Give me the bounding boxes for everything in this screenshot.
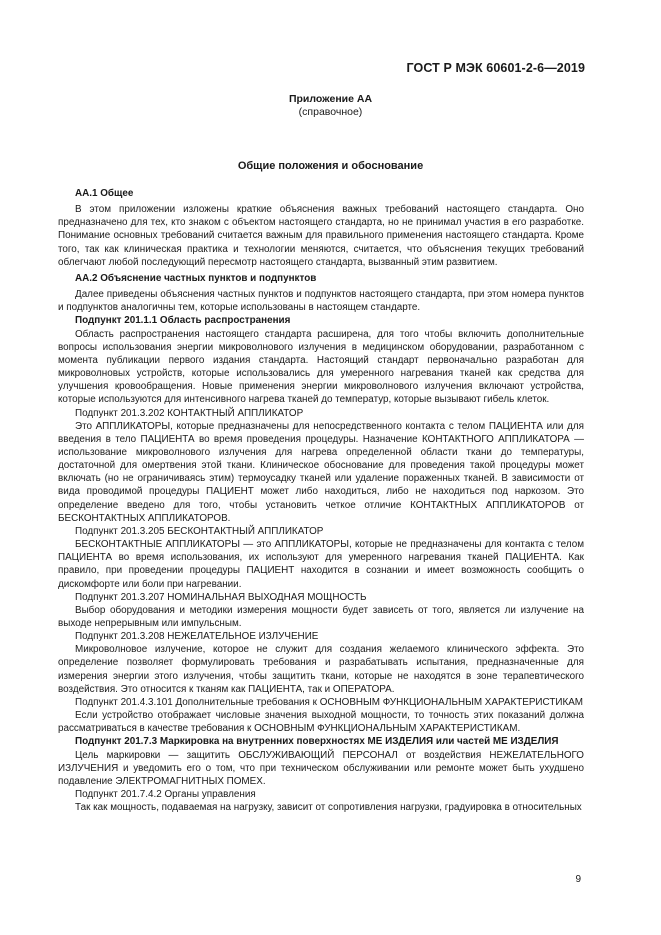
page-number: 9 [575, 874, 581, 885]
paragraph: Подпункт 201.3.207 НОМИНАЛЬНАЯ ВЫХОДНАЯ МОЩНОСТЬ [75, 591, 367, 603]
section-heading: Подпункт 201.1.1 Область распространения [75, 315, 291, 327]
paragraph: Подпункт 201.7.4.2 Органы управления [75, 789, 256, 801]
paragraph: Выбор оборудования и методики измерения мощности будет зависеть от того, является ли излучение на выходе непрерывным или импульсным. [58, 604, 584, 629]
paragraph: Подпункт 201.3.205 БЕСКОНТАКТНЫЙ АППЛИКАТОР [75, 525, 324, 537]
paragraph: Если устройство отображает числовые значения выходной мощности, то точность этих показаний должна рассматриваться в качестве требования к ОСНОВНЫМ ФУНКЦИОНАЛЬНЫМ ХАРАКТЕРИСТИКАМ. [58, 710, 584, 735]
paragraph: В этом приложении изложены краткие объяснения важных требований настоящего стандарта. Оно предназначено для тех, кто знаком с объектом настоящего стандарта, но не принимал участия в его разработке. Понимание основных требований считается важным для правильного применения настоящего стандарта. Кроме того, так как клиническая практика и технологии меняются, считается, что объяснения текущих требований облегчают любой последующий пересмотр настоящего стандарта, вызванный этим развитием. [58, 204, 584, 268]
paragraph: Это АППЛИКАТОРЫ, которые предназначены для непосредственного контакта с телом ПАЦИЕНТА или для введения в тело ПАЦИЕНТА во время проведения процедуры. Назначение КОНТАКТНОГО АППЛИКАТОРА — использование микроволнового излучения для нагрева определенной области ткани до температуры, достаточной для омертвения этой ткани. Клиническое обоснование для проведения такой процедуры может включать (но не ограничиваясь этим) термоусадку тканей или удаление пораженных тканей. В зависимости от вида проводимой процедуры ПАЦИЕНТ может либо находиться, либо не находиться под наркозом. Это определение введено для того, чтобы установить четкое отличие КОНТАКТНЫХ АППЛИКАТОРОВ от БЕСКОНТАКТНЫХ АППЛИКАТОРОВ. [58, 420, 584, 524]
document-code-header: ГОСТ Р МЭК 60601-2-6—2019 [406, 61, 585, 75]
paragraph: Цель маркировки — защитить ОБСЛУЖИВАЮЩИЙ ПЕРСОНАЛ от воздействия НЕЖЕЛАТЕЛЬНОГО ИЗЛУЧЕНИЯ и уведомить его о том, что при техническом обслуживании или ремонте может быть ухудшено подавление ЭЛЕКТРОМАГНИТНЫХ ПОМЕХ. [58, 749, 584, 787]
paragraph: Подпункт 201.3.208 НЕЖЕЛАТЕЛЬНОЕ ИЗЛУЧЕНИЕ [75, 631, 319, 643]
appendix-title: Приложение АА [288, 93, 373, 105]
appendix-subtitle: (справочное) [298, 106, 363, 118]
paragraph: БЕСКОНТАКТНЫЕ АППЛИКАТОРЫ — это АППЛИКАТОРЫ, которые не предназначены для контакта с телом ПАЦИЕНТА во время использования, их используют для умеренного нагревания тканей ПАЦИЕНТА. Как правило, при проведении процедуры ПАЦИЕНТ находится в сознании и имеет возможность сообщить о дискомфорте или боли при нагревании. [58, 539, 584, 590]
paragraph: Далее приведены объяснения частных пунктов и подпунктов настоящего стандарта, при этом номера пунктов и подпунктов аналогичны тем, которые использованы в настоящем стандарте. [58, 289, 584, 314]
section-heading: АА.1 Общее [75, 188, 134, 199]
section-heading: Подпункт 201.7.3 Маркировка на внутренних поверхностях МЕ ИЗДЕЛИЯ или частей МЕ ИЗДЕЛИЯ [75, 736, 559, 748]
paragraph: Подпункт 201.3.202 КОНТАКТНЫЙ АППЛИКАТОР [75, 407, 304, 419]
section-heading: АА.2 Объяснение частных пунктов и подпунктов [75, 272, 317, 284]
paragraph: Подпункт 201.4.3.101 Дополнительные требования к ОСНОВНЫМ ФУНКЦИОНАЛЬНЫМ ХАРАКТЕРИСТИКАМ [75, 696, 584, 708]
paragraph: Микроволновое излучение, которое не служит для создания желаемого клинического эффекта. Это определение позволяет формулировать требования и разрабатывать испытания, предназначенные для измерения энергии этого излучения, чтобы защитить ткани, которые не находятся в зоне терапевтического воздействия. Это относится к тканям как ПАЦИЕНТА, так и ОПЕРАТОРА. [58, 644, 584, 695]
section-title: Общие положения и обоснование [237, 160, 424, 172]
paragraph: Так как мощность, подаваемая на нагрузку, зависит от сопротивления нагрузки, градуировка в относительных [75, 802, 582, 814]
document-body [58, 184, 584, 814]
paragraph: Область распространения настоящего стандарта расширена, для того чтобы включить дополнительные вопросы использования энергии микроволнового излучения в медицинском оборудовании, разработанном с момента публикации первого издания стандарта. Настоящий стандарт первоначально разработан для микроволновых устройств, которые использовались для умеренного нагревания тканей как средства для улучшения кровообращения. Новые применения энергии микроволнового излучения включают устройства, которые используются для интенсивного нагрева тканей до температур, которые вызывают гибель клеток. [58, 328, 584, 406]
